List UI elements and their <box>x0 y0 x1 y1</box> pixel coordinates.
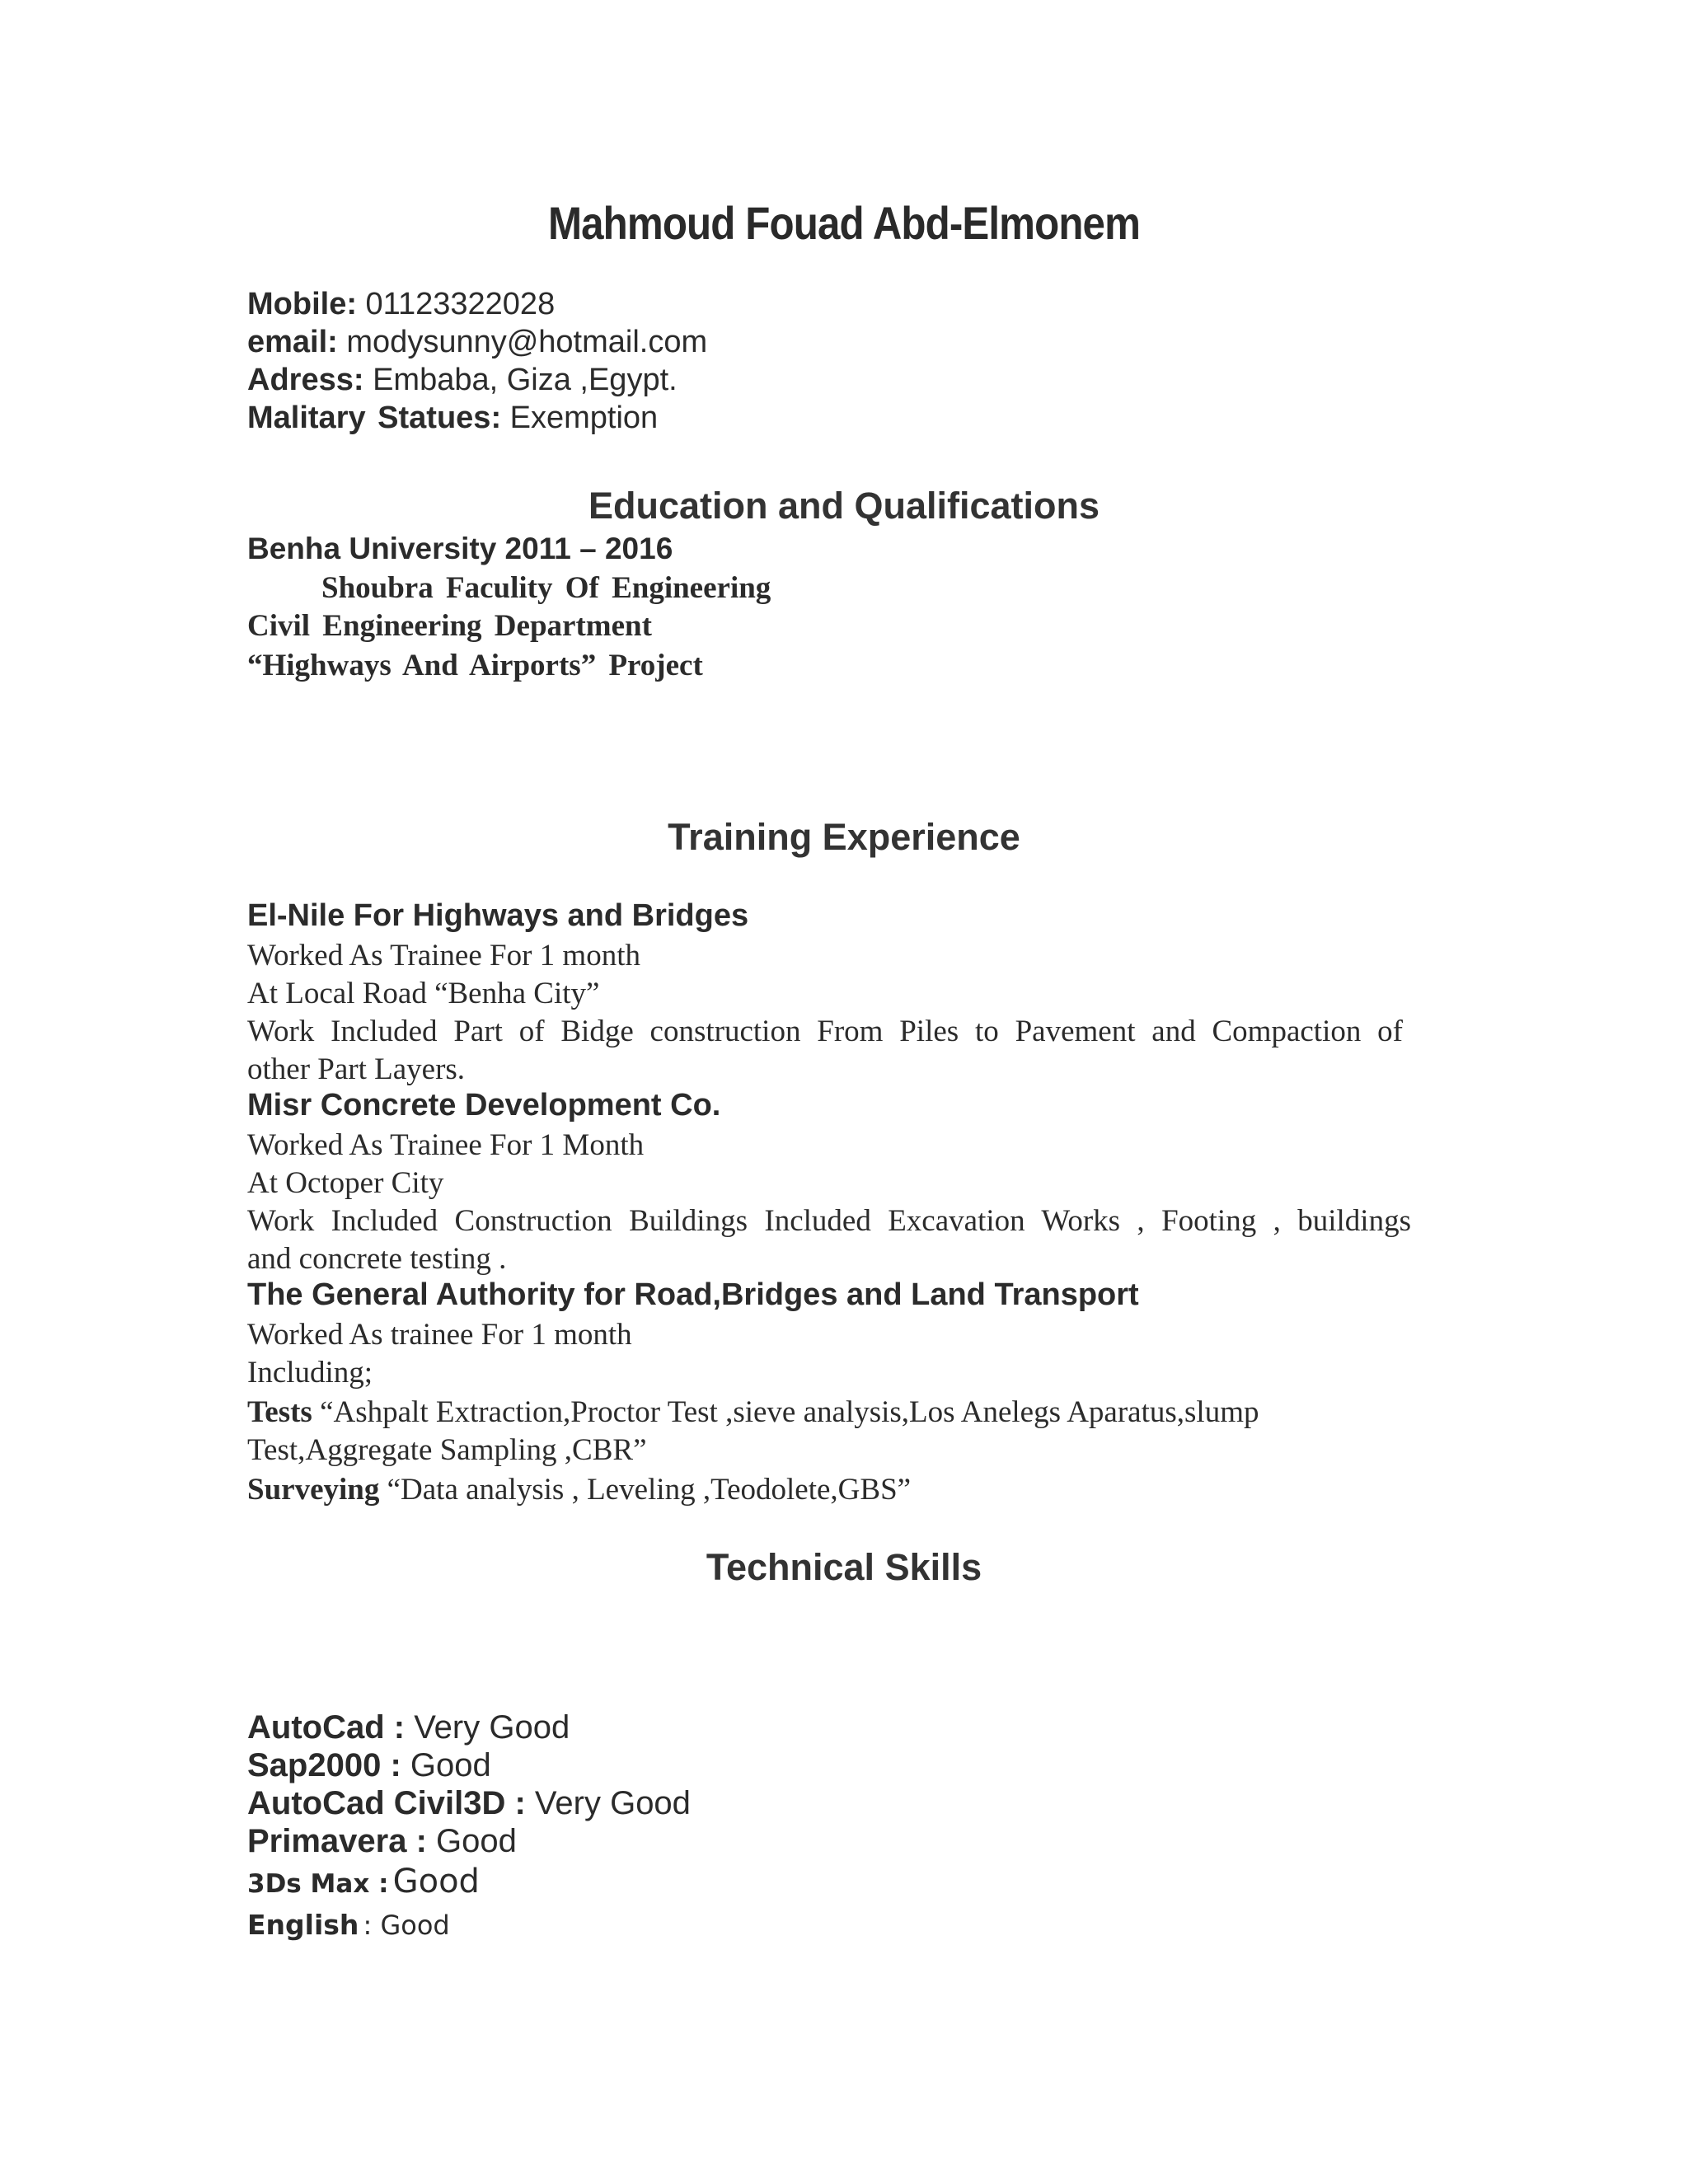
training-role-3: Worked As trainee For 1 month <box>247 1318 632 1352</box>
skill-3dsmax <box>247 1863 480 1900</box>
skill-label: English <box>247 1909 359 1941</box>
resume-name: Mahmoud Fouad Abd-Elmonem <box>547 197 1141 249</box>
training-location-1: At Local Road “Benha City” <box>247 977 600 1010</box>
mobile-label: Mobile: <box>247 287 357 321</box>
mobile-value: 01123322028 <box>365 287 556 321</box>
skill-value: Very Good <box>534 1785 691 1821</box>
skill-autocad <box>247 1709 570 1746</box>
training-work-2-line2: and concrete testing . <box>247 1242 507 1276</box>
address-label: Adress: <box>247 363 364 397</box>
education-department: Civil Engineering Department <box>247 609 652 643</box>
military-label: Malitary Statues: <box>247 401 502 435</box>
military-value: Exemption <box>509 401 659 435</box>
skill-value: Good <box>436 1823 517 1859</box>
skill-value: Very Good <box>414 1709 570 1746</box>
email-line <box>247 325 707 360</box>
training-tests-line2: Test,Aggregate Sampling ,CBR” <box>247 1433 647 1467</box>
skill-label: Primavera : <box>247 1823 427 1859</box>
training-work-1-line2: other Part Layers. <box>247 1052 466 1086</box>
skill-english <box>247 1909 450 1941</box>
address-line <box>247 363 678 398</box>
military-line <box>247 401 658 436</box>
training-org-3: The General Authority for Road,Bridges and Land Transport <box>247 1277 1139 1312</box>
education-faculty: Shoubra Faculity Of Engineering <box>321 571 771 605</box>
surveying-value: “Data analysis , Leveling ,Teodolete,GBS” <box>387 1473 912 1507</box>
skill-label: AutoCad : <box>247 1709 406 1746</box>
skill-value: Good <box>392 1863 480 1900</box>
tests-values-line1: “Ashpalt Extraction,Proctor Test ,sieve analysis,Los Anelegs Aparatus,slump <box>320 1395 1259 1429</box>
training-surveying-line <box>247 1472 911 1507</box>
training-org-2: Misr Concrete Development Co. <box>247 1088 721 1122</box>
email-label: email: <box>247 325 338 359</box>
email-value: modysunny@hotmail.com <box>346 325 708 359</box>
mobile-line <box>247 287 555 322</box>
skill-civil3d <box>247 1785 691 1822</box>
training-org-1: El-Nile For Highways and Bridges <box>247 898 749 933</box>
skill-value: Good <box>410 1747 491 1783</box>
skill-value: : Good <box>363 1910 450 1941</box>
training-location-2: At Octoper City <box>247 1166 444 1200</box>
education-section-title: Education and Qualifications <box>588 485 1100 527</box>
skill-primavera <box>247 1823 517 1860</box>
training-tests-line1 <box>247 1394 1343 1430</box>
skills-section-title: Technical Skills <box>706 1546 982 1588</box>
skill-label: Sap2000 : <box>247 1747 401 1783</box>
training-role-1: Worked As Trainee For 1 month <box>247 939 640 972</box>
skill-sap2000 <box>247 1747 491 1784</box>
training-including-3: Including; <box>247 1356 373 1390</box>
surveying-label: Surveying <box>247 1473 380 1507</box>
tests-label: Tests <box>247 1395 312 1429</box>
training-work-2-line1: Work Included Construction Buildings Included Excavation Works , Footing , buildings <box>247 1204 1411 1238</box>
address-value: Embaba, Giza ,Egypt. <box>373 363 678 397</box>
training-work-1-line1: Work Included Part of Bidge construction From Piles to Pavement and Compaction of <box>247 1015 1403 1048</box>
education-project: “Highways And Airports” Project <box>247 649 703 682</box>
training-role-2: Worked As Trainee For 1 Month <box>247 1128 645 1162</box>
training-section-title: Training Experience <box>668 816 1020 858</box>
skill-label: AutoCad Civil3D : <box>247 1785 526 1821</box>
skill-label: 3Ds Max : <box>247 1869 389 1899</box>
education-university: Benha University 2011 – 2016 <box>247 532 673 565</box>
